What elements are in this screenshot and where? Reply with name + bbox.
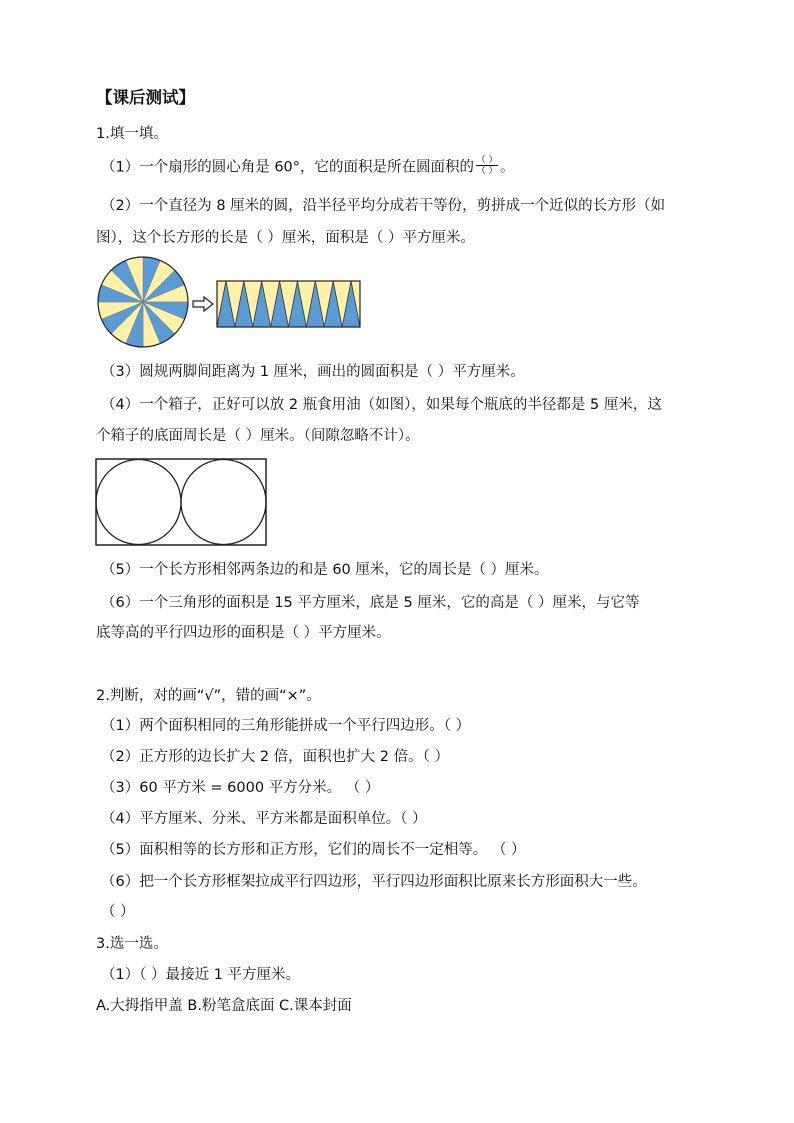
- fraction-blank: [476, 155, 498, 176]
- fraction-numerator: （ ）: [476, 155, 498, 165]
- q1-item-1-text: （1）一个扇形的圆心角是 60°，它的面积是所在圆面积的: [101, 159, 475, 176]
- q1-item-2-line2: 图），这个长方形的长是（ ）厘米，面积是（ ）平方厘米。: [96, 230, 475, 246]
- q2-item-6-blank: （ ）: [101, 904, 135, 920]
- arrow-icon: [192, 296, 214, 312]
- rearranged-rectangle-figure: [216, 280, 361, 328]
- q2-heading: 2.判断，对的画“√”，错的画“×”。: [96, 688, 321, 704]
- q1-item-3: （3）圆规两脚间距离为 1 厘米，画出的圆面积是（ ）平方厘米。: [101, 364, 525, 380]
- q1-item-1-tail: 。: [500, 159, 515, 176]
- q1-item-2-line1: （2）一个直径为 8 厘米的圆，沿半径平均分成若干等份，剪拼成一个近似的长方形（如: [101, 198, 666, 214]
- q1-item-1: [101, 157, 515, 178]
- q2-item-4: （4）平方厘米、分米、平方米都是面积单位。（ ）: [101, 811, 427, 827]
- fraction-denominator: （ ）: [476, 166, 498, 176]
- section-title: 【课后测试】: [96, 88, 195, 107]
- q1-item-6-line2: 底等高的平行四边形的面积是（ ）平方厘米。: [96, 625, 391, 641]
- q3-options: A.大拇指甲盖 B.粉笔盒底面 C.课本封面: [96, 998, 352, 1014]
- box-two-circles-figure: [95, 458, 267, 546]
- q2-item-1: （1）两个面积相同的三角形能拼成一个平行四边形。（ ）: [101, 718, 471, 734]
- q2-item-6: （6）把一个长方形框架拉成平行四边形，平行四边形面积比原来长方形面积大一些。: [101, 874, 647, 890]
- q1-heading: 1.填一填。: [96, 126, 168, 142]
- q1-item-6-line1: （6）一个三角形的面积是 15 平方厘米，底是 5 厘米，它的高是（ ）厘米，与它等: [101, 595, 640, 611]
- q1-item-4-line2: 个箱子的底面周长是（ ）厘米。（间隙忽略不计）。: [96, 428, 420, 444]
- q2-item-3: （3）60 平方米 = 6000 平方分米。 （ ）: [101, 780, 380, 796]
- q2-item-2: （2）正方形的边长扩大 2 倍，面积也扩大 2 倍。（ ）: [101, 749, 449, 765]
- q1-item-4-line1: （4）一个箱子，正好可以放 2 瓶食用油（如图），如果每个瓶底的半径都是 5 厘米，这: [101, 397, 662, 413]
- q1-item-5: （5）一个长方形相邻两条边的和是 60 厘米，它的周长是（ ）厘米。: [101, 562, 549, 578]
- q3-heading: 3.选一选。: [96, 936, 168, 952]
- q3-item-1: （1）（ ）最接近 1 平方厘米。: [101, 967, 301, 983]
- q2-item-5: （5）面积相等的长方形和正方形，它们的周长不一定相等。 （ ）: [101, 842, 526, 858]
- sector-circle-figure: [97, 256, 189, 348]
